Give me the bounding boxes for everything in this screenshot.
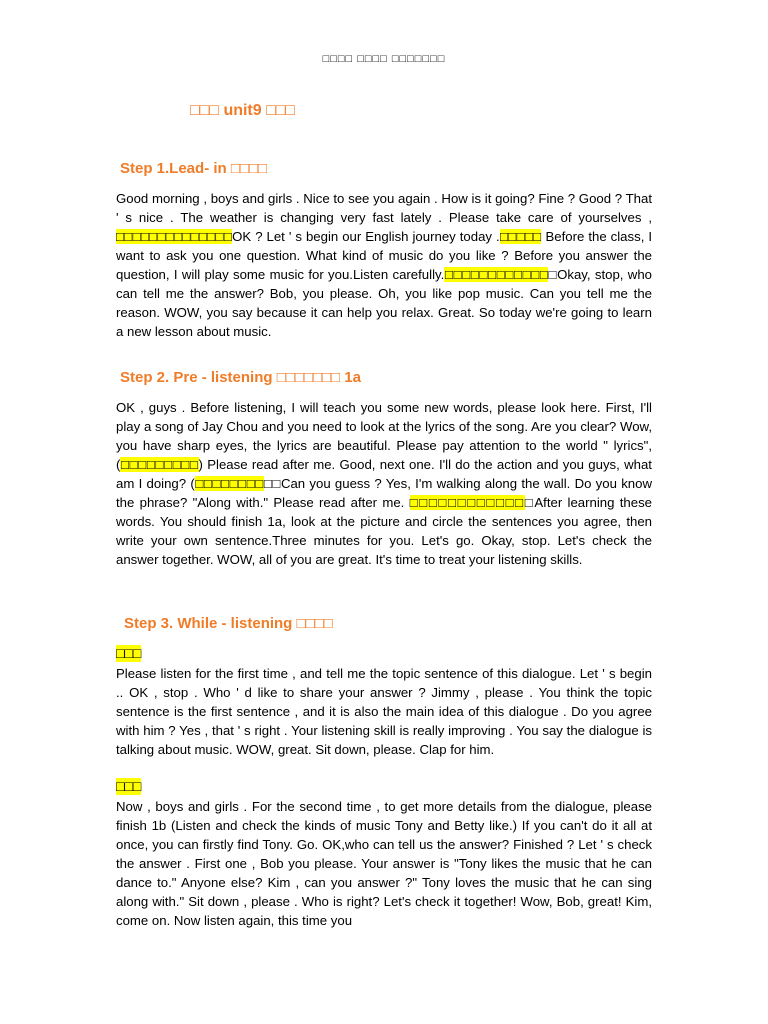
text-run: ) Please read after me. Good, next one. I'll do the action and you guys, what am I doing? ( (116, 457, 652, 491)
highlighted-text: □□□□□□□□□□□□□□ (116, 229, 233, 244)
document-title: □□□ unit9 □□□ (190, 102, 296, 119)
text-run: Good morning , boys and girls . Nice to see you again . How is it going? Fine ? Good ? That ' s nice . The weather is changing very fast lately . Please take care of yourselves , (116, 191, 652, 225)
text-run: □Okay, stop, who can tell me the answer? Bob, you please. Oh, you like pop music. Can you tell me the reason. WOW, you say because it can help you relax. Great. So today we're going to learn a new lesson about music. (116, 267, 652, 339)
section-heading-step1: Step 1.Lead- in □□□□ (120, 160, 268, 177)
highlighted-text: □□□□□ (499, 229, 542, 244)
paragraph-step3-second: Now , boys and girls . For the second time , to get more details from the dialogue, please finish 1b (Listen and check the kinds of music Tony and Betty like.) If you can't do it all at once, you can firstly find Tony. Go. OK,who can tell us the answer? Finished ? Let ' s check the answer . First one , Bob you please. Your answer is "Tony likes the music that he can dance to." Anyone else? Kim , can you answer ?" Tony loves the music that he can sing along with." Sit down , please . Who is right? Let's check it together! Wow, Bob, great! Kim, come on. Now listen again, this time you (116, 799, 652, 928)
text-run: OK ? Let ' s begin our English journey today . (232, 229, 500, 244)
text-run: Before the class, I want to ask you one question. What kind of music do you like ? Before you answer the question, I will play some music for you.Listen carefully. (116, 229, 653, 282)
section-heading-step3: Step 3. While - listening □□□□ (124, 615, 333, 632)
listening-label-second: □□□ (116, 778, 142, 794)
paragraph-step3-first: Please listen for the first time , and tell me the topic sentence of this dialogue. Let ' s begin .. OK , stop . Who ' d like to share your answer ? Jimmy , please . You think the topic sentence is the first sentence , and it is also the main idea of this dialogue . Do you agree with him ? Yes , that ' s right . Your listening skill is really improving . You say the dialogue is talking about music. WOW, great. Sit down, please. Clap for him. (116, 666, 652, 757)
highlighted-text: □□□□□□□□□ (120, 457, 199, 472)
section-heading-step2: Step 2. Pre - listening □□□□□□□ 1a (120, 369, 361, 386)
page-header: □□□□ □□□□ □□□□□□□ (322, 53, 446, 65)
listening-label-first: □□□ (116, 645, 142, 661)
paragraph-step2 (116, 398, 652, 569)
highlighted-text: □□□□□□□□□□□□ (409, 495, 525, 510)
text-run: □□Can you guess ? Yes, I'm walking along the wall. Do you know the phrase? "Along with." Please read after me. (116, 476, 652, 510)
highlighted-text: □□□□□□□□ (194, 476, 264, 491)
highlighted-text: □□□□□□□□□□□□ (444, 267, 549, 282)
text-run: □After learning these words. You should finish 1a, look at the picture and circle the sentences you agree, then write your own sentence.Three minutes for you. Let's go. Okay, stop. Let's check the answer together. WOW, all of you are great. It's time to treat your listening skills. (116, 495, 652, 567)
paragraph-step1 (116, 189, 652, 341)
text-run: OK , guys . Before listening, I will teach you some new words, please look here. First, I'll play a song of Jay Chou and you need to look at the lyrics of the song. Are you clear? Wow, you have sharp eyes, the lyrics are beautiful. Please pay attention to the world " lyrics", ( (116, 400, 652, 472)
